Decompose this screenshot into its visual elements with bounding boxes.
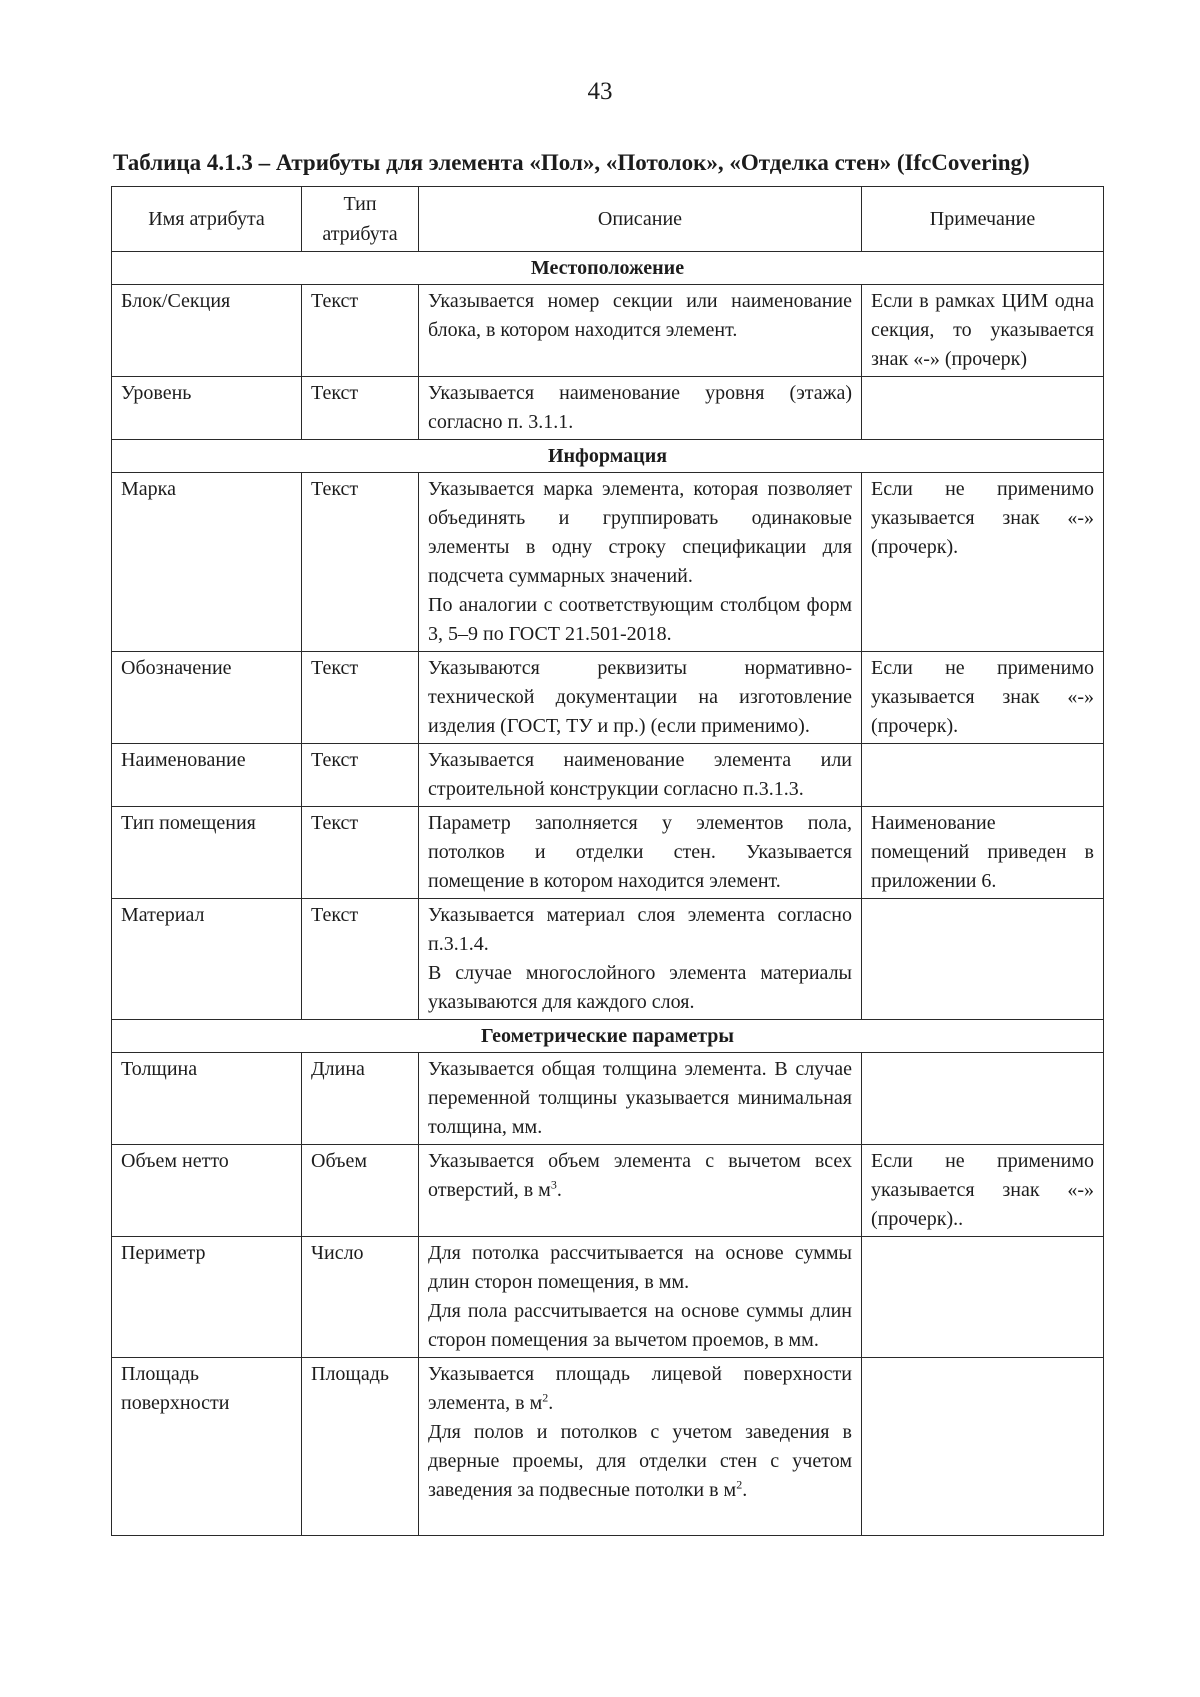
attr-description: Для потолка рассчитывается на основе суммы длин сторон помещения, в мм. Для пола рассчитывается на основе суммы длин сторон помещения за вычетом проемов, в мм. [419, 1237, 862, 1358]
attr-description: Указывается марка элемента, которая позволяет объединять и группировать одинаковые элементы в одну строку спецификации для подсчета суммарных значений. По аналогии с соответствующим столбцом форм 3, 5–9 по ГОСТ 21.501-2018. [419, 473, 862, 652]
attr-name: Обозначение [112, 652, 302, 744]
attr-note [862, 744, 1104, 807]
attr-type: Площадь [302, 1358, 419, 1536]
attr-name: Периметр [112, 1237, 302, 1358]
attr-description: Указывается общая толщина элемента. В случае переменной толщины указывается минимальная толщина, мм. [419, 1053, 862, 1145]
attr-note: Если не применимо указывается знак «-» (прочерк). [862, 652, 1104, 744]
attr-name: Площадь поверхности [112, 1358, 302, 1536]
attr-description: Указывается наименование элемента или строительной конструкции согласно п.3.1.3. [419, 744, 862, 807]
attr-name: Материал [112, 899, 302, 1020]
attributes-table [111, 186, 1104, 1536]
attr-name: Уровень [112, 377, 302, 440]
attr-type: Объем [302, 1145, 419, 1237]
attr-note [862, 899, 1104, 1020]
attr-name: Блок/Секция [112, 285, 302, 377]
table-row [112, 807, 1104, 899]
table-row [112, 744, 1104, 807]
attr-name: Марка [112, 473, 302, 652]
attr-note [862, 377, 1104, 440]
attr-note: Если в рамках ЦИМ одна секция, то указывается знак «-» (прочерк) [862, 285, 1104, 377]
attr-description: Указывается объем элемента с вычетом всех отверстий, в $м^3$. [419, 1145, 862, 1237]
table-header-row [112, 187, 1104, 252]
attr-type: Текст [302, 285, 419, 377]
table-row [112, 1358, 1104, 1536]
attr-note: Наименование помещений приведен в приложении 6. [862, 807, 1104, 899]
attr-note [862, 1053, 1104, 1145]
attr-type: Текст [302, 377, 419, 440]
table-row [112, 473, 1104, 652]
section-row [112, 252, 1104, 285]
header-type: Тип атрибута [302, 187, 419, 252]
attr-type: Текст [302, 807, 419, 899]
table-row [112, 1053, 1104, 1145]
attr-type: Число [302, 1237, 419, 1358]
section-location: Местоположение [112, 252, 1104, 285]
table-row [112, 1237, 1104, 1358]
attr-type: Текст [302, 899, 419, 1020]
section-geometry: Геометрические параметры [112, 1020, 1104, 1053]
attr-description: Указывается материал слоя элемента согласно п.3.1.4. В случае многослойного элемента материалы указываются для каждого слоя. [419, 899, 862, 1020]
header-name: Имя атрибута [112, 187, 302, 252]
table-row [112, 377, 1104, 440]
table-caption: Таблица 4.1.3 – Атрибуты для элемента «Пол», «Потолок», «Отделка стен» (IfcCovering) [113, 150, 1030, 175]
section-row [112, 440, 1104, 473]
attr-name: Тип помещения [112, 807, 302, 899]
attr-type: Длина [302, 1053, 419, 1145]
attr-note [862, 1237, 1104, 1358]
attr-description: Указывается наименование уровня (этажа) согласно п. 3.1.1. [419, 377, 862, 440]
table-row [112, 1145, 1104, 1237]
attr-description: Указывается площадь лицевой поверхности элемента, в $м^2$. Для полов и потолков с учетом заведения в дверные проемы, для отделки стен с учетом заведения за подвесные потолки в $м^2$. [419, 1358, 862, 1536]
attr-note: Если не применимо указывается знак «-» (прочерк). [862, 473, 1104, 652]
section-information: Информация [112, 440, 1104, 473]
header-note: Примечание [862, 187, 1104, 252]
attr-name: Объем нетто [112, 1145, 302, 1237]
table-row [112, 285, 1104, 377]
attr-type: Текст [302, 744, 419, 807]
attr-note [862, 1358, 1104, 1536]
attr-name: Наименование [112, 744, 302, 807]
attr-description: Указываются реквизиты нормативно-технической документации на изготовление изделия (ГОСТ, ТУ и пр.) (если применимо). [419, 652, 862, 744]
section-row [112, 1020, 1104, 1053]
table-row [112, 652, 1104, 744]
attr-description: Указывается номер секции или наименование блока, в котором находится элемент. [419, 285, 862, 377]
attr-type: Текст [302, 473, 419, 652]
table-row [112, 899, 1104, 1020]
attr-note: Если не применимо указывается знак «-» (прочерк).. [862, 1145, 1104, 1237]
attr-name: Толщина [112, 1053, 302, 1145]
page-number: 43 [587, 78, 613, 105]
attr-description: Параметр заполняется у элементов пола, потолков и отделки стен. Указывается помещение в котором находится элемент. [419, 807, 862, 899]
attr-type: Текст [302, 652, 419, 744]
header-description: Описание [419, 187, 862, 252]
